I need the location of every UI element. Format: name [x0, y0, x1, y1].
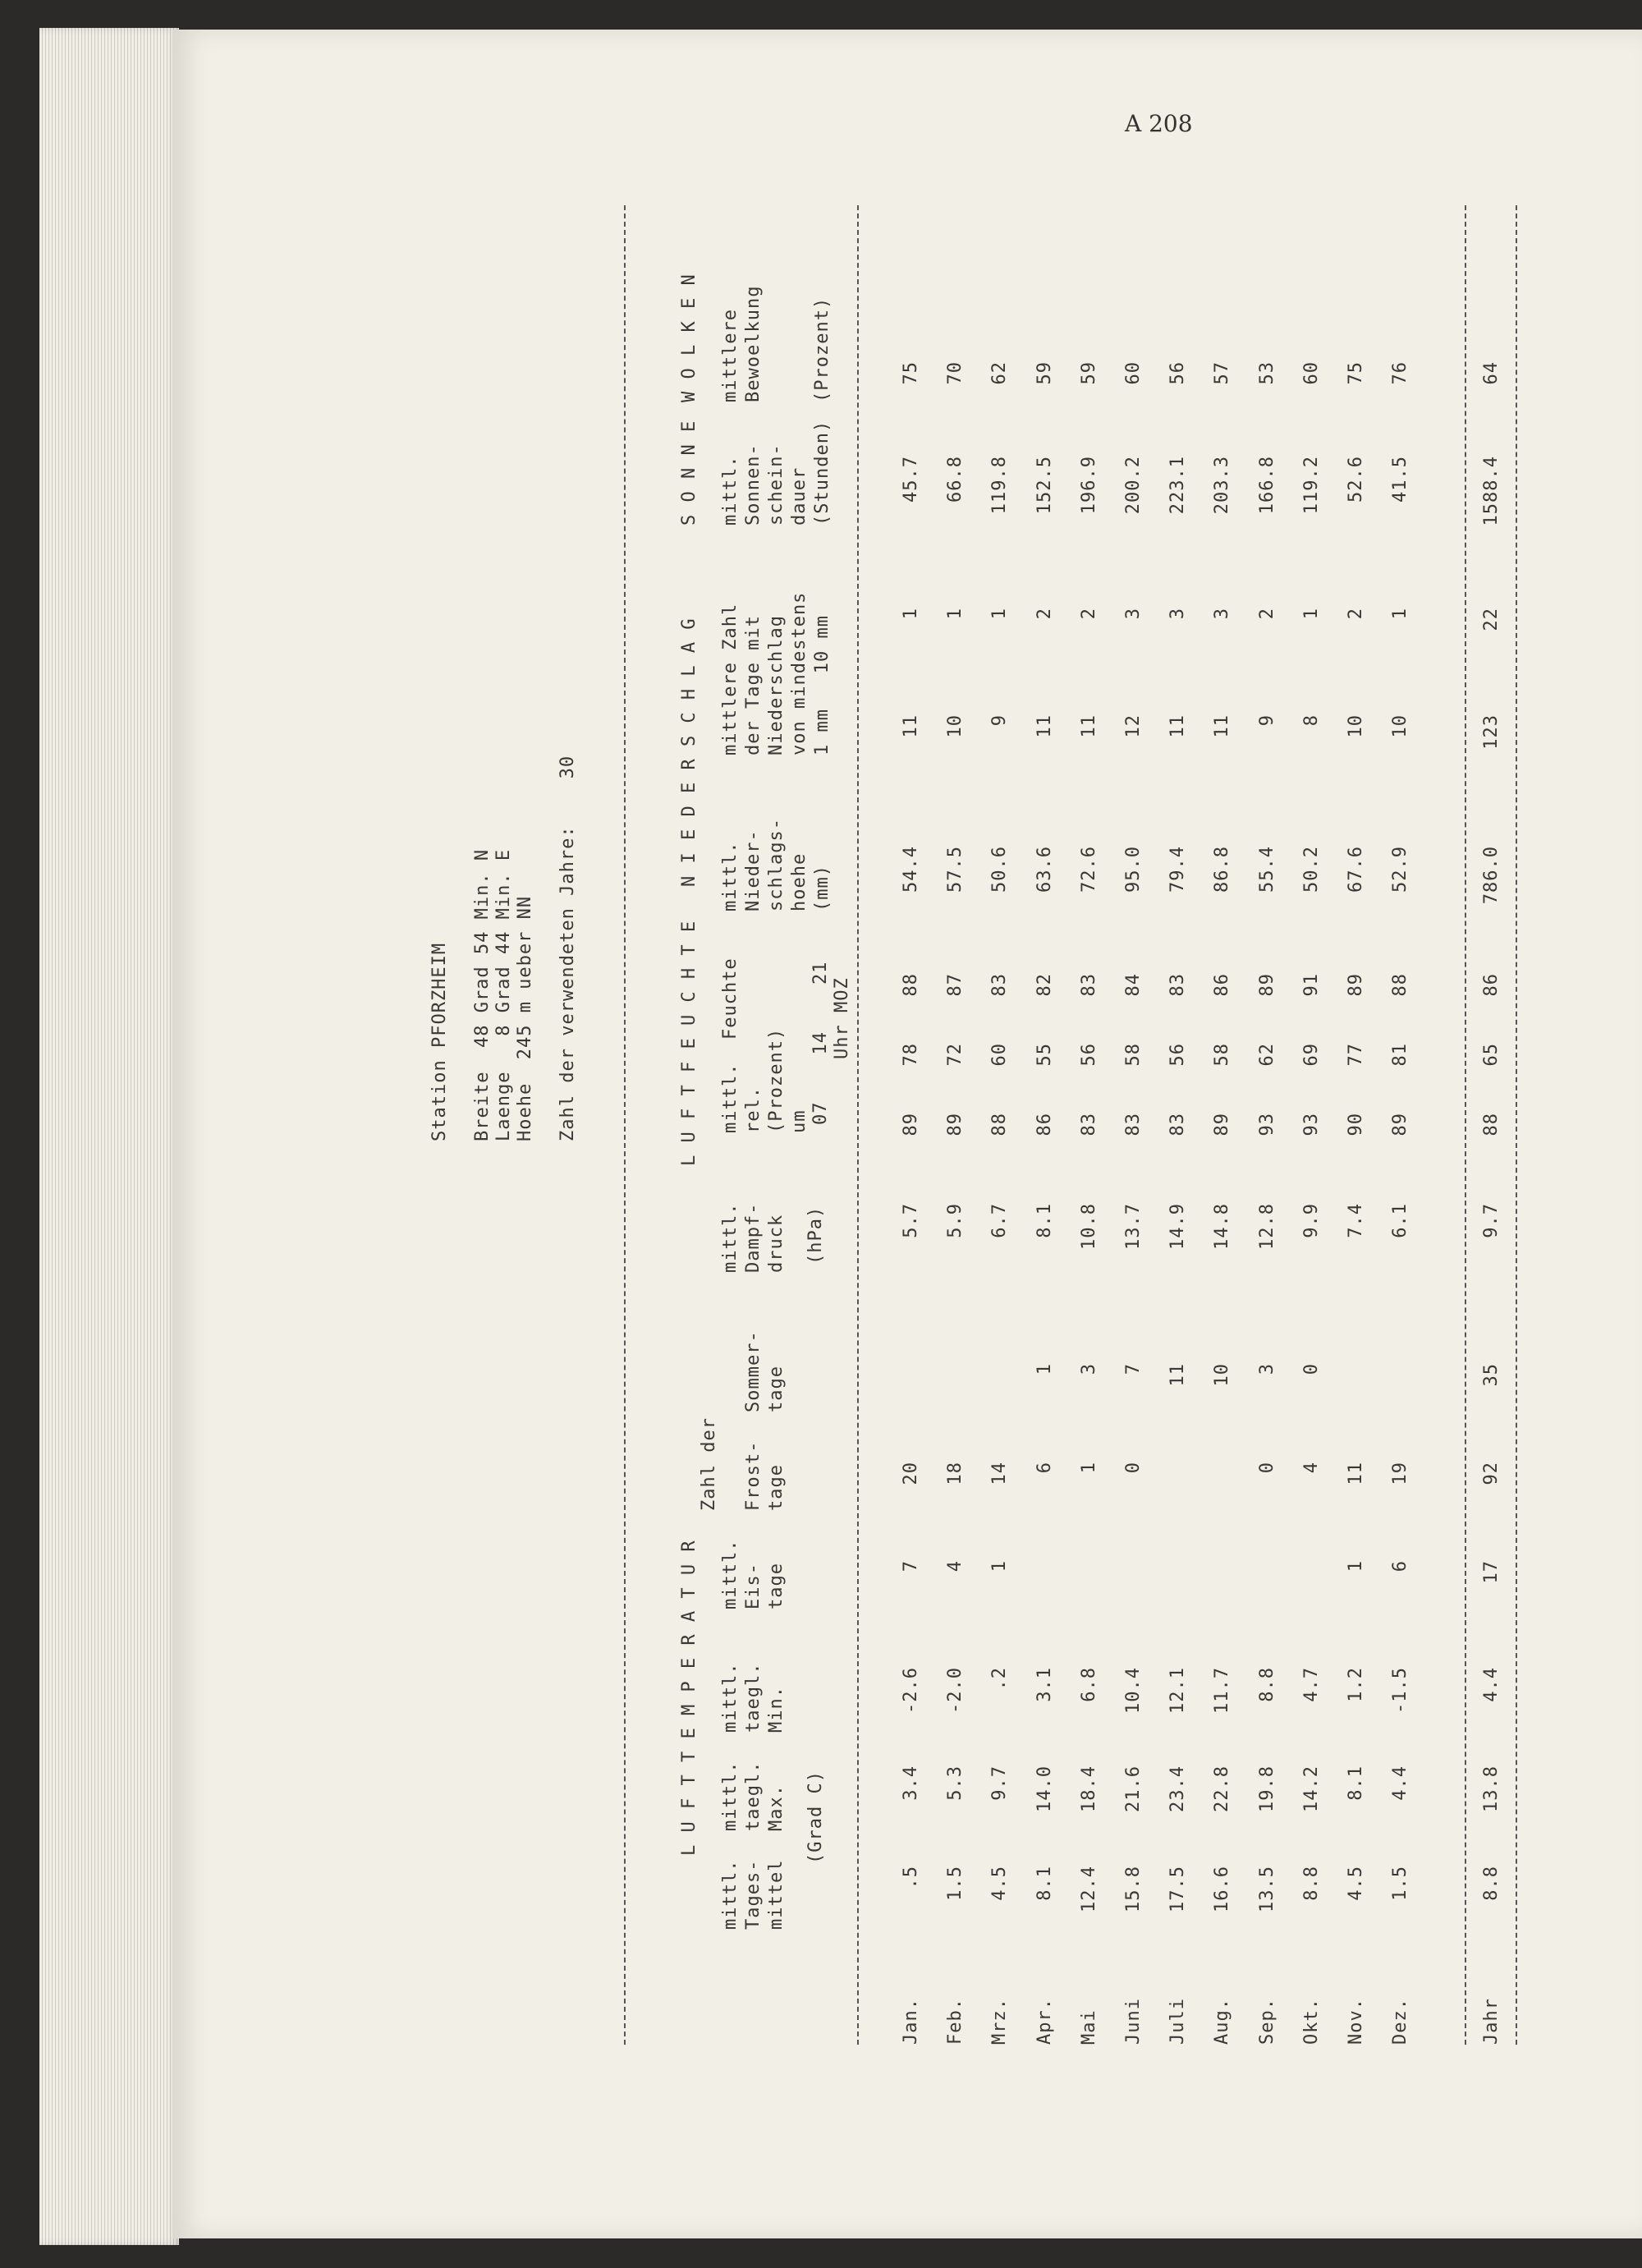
- cell-nied: 50.2: [1300, 846, 1322, 893]
- cell-f07: 93: [1300, 1113, 1322, 1136]
- cell-n1: 11: [1034, 714, 1055, 738]
- cell-wolken: 59: [1034, 361, 1055, 385]
- cell-f07: 89: [945, 1113, 966, 1136]
- cell-eis: 1: [1346, 1560, 1366, 1572]
- station-hoehe: Hoehe 245 m ueber NN: [515, 895, 535, 1141]
- cell-n1: 12: [1123, 714, 1144, 738]
- cell-f21: 89: [1346, 973, 1366, 997]
- cell-n1: 11: [1078, 714, 1099, 738]
- cell-tm: 16.6: [1212, 1866, 1233, 1912]
- cell-f21: 88: [901, 973, 921, 997]
- cell-f07: 88: [1481, 1113, 1502, 1136]
- cell-n10: 3: [1212, 608, 1233, 620]
- cell-dampf: 9.7: [1481, 1203, 1502, 1238]
- cell-nied: 67.6: [1346, 846, 1366, 893]
- cell-min: 11.7: [1212, 1667, 1233, 1714]
- cell-min: -1.5: [1390, 1667, 1411, 1714]
- cell-nied: 72.6: [1078, 846, 1099, 893]
- cell-n10: 1: [989, 608, 1011, 620]
- cell-n10: 3: [1123, 608, 1144, 620]
- cell-tm: 4.5: [989, 1866, 1011, 1901]
- cell-nied: 79.4: [1167, 846, 1189, 893]
- cell-n1: 123: [1481, 714, 1502, 750]
- header-sonnenschein: mittl. Sonnen- schein- dauer (Stunden): [720, 420, 832, 526]
- group-sonne: S O N N E: [679, 420, 699, 526]
- header-min: mittl. taegl. Min.: [720, 1662, 787, 1733]
- cell-month: Jahr: [1481, 1998, 1502, 2045]
- cell-f14: 81: [1390, 1043, 1411, 1067]
- cell-f14: 72: [945, 1043, 966, 1067]
- cell-nied: 50.6: [989, 846, 1011, 893]
- cell-f21: 91: [1300, 973, 1322, 997]
- cell-dampf: 12.8: [1256, 1203, 1277, 1250]
- cell-min: 6.8: [1078, 1667, 1099, 1702]
- cell-nied: 55.4: [1256, 846, 1277, 893]
- table-row: [1256, 172, 1279, 2077]
- table-row: [1078, 172, 1101, 2077]
- cell-min: 8.8: [1256, 1667, 1277, 1702]
- cell-f21: 83: [989, 973, 1011, 997]
- cell-f07: 93: [1256, 1113, 1277, 1136]
- cell-n10: 2: [1256, 608, 1277, 620]
- cell-month: Feb.: [945, 1998, 966, 2045]
- cell-frost: 4: [1300, 1462, 1322, 1474]
- group-wolken: W O L K E N: [679, 273, 699, 402]
- cell-tm: 15.8: [1123, 1866, 1144, 1912]
- station-laenge: Laenge 8 Grad 44 Min. E: [493, 848, 514, 1141]
- cell-frost: 20: [901, 1462, 921, 1485]
- cell-month: Nov.: [1346, 1998, 1366, 2045]
- cell-month: Sep.: [1256, 1998, 1277, 2045]
- cell-frost: 14: [989, 1462, 1011, 1485]
- cell-month: Juli: [1167, 1998, 1189, 2045]
- cell-frost: 1: [1078, 1462, 1099, 1474]
- cell-n10: 2: [1346, 608, 1366, 620]
- cell-max: 8.1: [1346, 1765, 1366, 1801]
- cell-tm: 12.4: [1078, 1866, 1099, 1912]
- group-feuchte: L U F T F E U C H T E: [679, 920, 699, 1166]
- cell-sommer: 3: [1078, 1363, 1099, 1375]
- cell-min: .2: [989, 1667, 1011, 1691]
- table-row: [1300, 172, 1323, 2077]
- cell-f21: 86: [1481, 973, 1502, 997]
- cell-wolken: 64: [1481, 361, 1502, 385]
- cell-sonne: 52.6: [1346, 456, 1366, 503]
- cell-max: 19.8: [1256, 1765, 1277, 1812]
- cell-sonne: 166.8: [1256, 456, 1277, 515]
- cell-tm: 17.5: [1167, 1866, 1189, 1912]
- cell-nied: 57.5: [945, 846, 966, 893]
- cell-dampf: 5.7: [901, 1203, 921, 1238]
- header-zeiten: 07 14 21: [810, 961, 831, 1125]
- page-number: A 208: [1125, 110, 1193, 137]
- group-temperatur: L U F T T E M P E R A T U R: [679, 1540, 699, 1856]
- cell-f21: 87: [945, 973, 966, 997]
- cell-n1: 11: [1212, 714, 1233, 738]
- cell-dampf: 6.1: [1390, 1203, 1411, 1238]
- cell-frost: 0: [1123, 1462, 1144, 1474]
- cell-n1: 10: [1390, 714, 1411, 738]
- cell-f14: 55: [1034, 1043, 1055, 1067]
- cell-n10: 2: [1078, 608, 1099, 620]
- cell-sommer: 0: [1300, 1363, 1322, 1375]
- cell-f07: 83: [1167, 1113, 1189, 1136]
- cell-tm: .5: [901, 1866, 921, 1889]
- cell-dampf: 8.1: [1034, 1203, 1055, 1238]
- header-einheit-hpa: (hPa): [805, 1205, 826, 1265]
- cell-f14: 65: [1481, 1043, 1502, 1067]
- cell-f14: 56: [1078, 1043, 1099, 1067]
- header-frosttage: Frost- tage: [743, 1440, 787, 1511]
- cell-sonne: 203.3: [1212, 456, 1233, 515]
- cell-n1: 11: [901, 714, 921, 738]
- cell-max: 13.8: [1481, 1765, 1502, 1812]
- cell-min: 4.4: [1481, 1667, 1502, 1702]
- cell-eis: 6: [1390, 1560, 1411, 1572]
- cell-dampf: 14.8: [1212, 1203, 1233, 1250]
- cell-month: Dez.: [1390, 1998, 1411, 2045]
- cell-f07: 88: [989, 1113, 1011, 1136]
- cell-n10: 3: [1167, 608, 1189, 620]
- cell-n10: 22: [1481, 608, 1502, 631]
- table-row: [1034, 172, 1057, 2077]
- cell-n1: 9: [989, 714, 1011, 727]
- cell-wolken: 70: [945, 361, 966, 385]
- cell-f21: 84: [1123, 973, 1144, 997]
- cell-f14: 62: [1256, 1043, 1277, 1067]
- cell-f21: 89: [1256, 973, 1277, 997]
- cell-min: -2.6: [901, 1667, 921, 1714]
- group-niederschlag: N I E D E R S C H L A G: [679, 618, 699, 887]
- cell-sonne: 196.9: [1078, 456, 1099, 515]
- cell-dampf: 13.7: [1123, 1203, 1144, 1250]
- cell-sommer: 1: [1034, 1363, 1055, 1375]
- header-eistage: mittl. Eis- tage: [720, 1539, 787, 1609]
- dash-line-before-year: [1465, 205, 1466, 2045]
- cell-wolken: 60: [1300, 361, 1322, 385]
- cell-sonne: 45.7: [901, 456, 921, 503]
- dash-line-header: [857, 205, 859, 2045]
- header-sommertage: Sommer- tage: [743, 1330, 787, 1412]
- cell-max: 3.4: [901, 1765, 921, 1801]
- header-uhr: Uhr MOZ: [832, 977, 852, 1059]
- cell-f21: 88: [1390, 973, 1411, 997]
- cell-eis: 17: [1481, 1560, 1502, 1584]
- cell-month: Aug.: [1212, 1998, 1233, 2045]
- cell-sonne: 200.2: [1123, 456, 1144, 515]
- cell-frost: 0: [1256, 1462, 1277, 1474]
- cell-sommer: 7: [1123, 1363, 1144, 1375]
- cell-f07: 83: [1123, 1113, 1144, 1136]
- cell-sonne: 119.2: [1300, 456, 1322, 515]
- cell-tm: 1.5: [1390, 1866, 1411, 1901]
- cell-tm: 13.5: [1256, 1866, 1277, 1912]
- cell-min: 12.1: [1167, 1667, 1189, 1714]
- cell-dampf: 5.9: [945, 1203, 966, 1238]
- cell-wolken: 75: [901, 361, 921, 385]
- cell-n10: 1: [901, 608, 921, 620]
- cell-tm: 4.5: [1346, 1866, 1366, 1901]
- table-row: [1167, 172, 1190, 2077]
- cell-min: 3.1: [1034, 1667, 1055, 1702]
- cell-f07: 89: [1212, 1113, 1233, 1136]
- cell-month: Jan.: [901, 1998, 921, 2045]
- cell-n10: 2: [1034, 608, 1055, 620]
- cell-n1: 10: [945, 714, 966, 738]
- cell-wolken: 56: [1167, 361, 1189, 385]
- cell-eis: 1: [989, 1560, 1011, 1572]
- table-row: [1389, 172, 1412, 2077]
- cell-dampf: 6.7: [989, 1203, 1011, 1238]
- dash-line-bottom: [1516, 205, 1517, 2045]
- cell-min: -2.0: [945, 1667, 966, 1714]
- cell-f14: 58: [1212, 1043, 1233, 1067]
- station-jahre: Zahl der verwendeten Jahre: 30: [557, 755, 578, 1141]
- climate-table: [427, 172, 1527, 2077]
- cell-dampf: 10.8: [1078, 1203, 1099, 1250]
- cell-n1: 10: [1346, 714, 1366, 738]
- cell-tm: 1.5: [945, 1866, 966, 1901]
- cell-sommer: 3: [1256, 1363, 1277, 1375]
- cell-f21: 86: [1212, 973, 1233, 997]
- cell-month: Mrz.: [989, 1998, 1011, 2045]
- table-row: [1211, 172, 1234, 2077]
- table-row: [944, 172, 967, 2077]
- cell-f07: 89: [901, 1113, 921, 1136]
- cell-frost: 18: [945, 1462, 966, 1485]
- cell-f07: 83: [1078, 1113, 1099, 1136]
- cell-wolken: 59: [1078, 361, 1099, 385]
- header-einheit-temp: (Grad C): [805, 1770, 826, 1864]
- cell-sonne: 66.8: [945, 456, 966, 503]
- cell-n1: 9: [1256, 714, 1277, 727]
- table-row: [900, 172, 923, 2077]
- cell-wolken: 76: [1390, 361, 1411, 385]
- cell-wolken: 60: [1123, 361, 1144, 385]
- cell-tm: 8.8: [1300, 1866, 1322, 1901]
- page-edges: [39, 28, 179, 2245]
- cell-max: 18.4: [1078, 1765, 1099, 1812]
- cell-frost: 6: [1034, 1462, 1055, 1474]
- cell-f07: 90: [1346, 1113, 1366, 1136]
- cell-dampf: 7.4: [1346, 1203, 1366, 1238]
- header-dampfdruck: mittl. Dampf- druck: [720, 1202, 787, 1273]
- cell-nied: 52.9: [1390, 846, 1411, 893]
- cell-sommer: 11: [1167, 1363, 1189, 1387]
- header-tagesmittel: mittl. Tages- mittel: [720, 1859, 787, 1930]
- cell-sommer: 10: [1212, 1363, 1233, 1387]
- cell-eis: 7: [901, 1560, 921, 1572]
- header-niederschlagstage: mittlere Zahl der Tage mit Niederschlag von mindestens 1 mm 10 mm: [720, 591, 832, 755]
- cell-sonne: 41.5: [1390, 456, 1411, 503]
- station-breite: Breite 48 Grad 54 Min. N: [472, 848, 493, 1141]
- cell-f14: 78: [901, 1043, 921, 1067]
- cell-sonne: 223.1: [1167, 456, 1189, 515]
- cell-max: 5.3: [945, 1765, 966, 1801]
- cell-month: Juni: [1123, 1998, 1144, 2045]
- cell-dampf: 9.9: [1300, 1203, 1322, 1238]
- table-row: [988, 172, 1011, 2077]
- cell-f14: 60: [989, 1043, 1011, 1067]
- cell-max: 22.8: [1212, 1765, 1233, 1812]
- header-niederschlagshoehe: mittl. Nieder- schlags- hoehe (mm): [720, 818, 832, 911]
- cell-f14: 69: [1300, 1043, 1322, 1067]
- cell-nied: 86.8: [1212, 846, 1233, 893]
- cell-wolken: 57: [1212, 361, 1233, 385]
- cell-max: 14.0: [1034, 1765, 1055, 1812]
- header-bewoelkung: mittlere Bewoelkung (Prozent): [720, 285, 832, 402]
- cell-tm: 8.1: [1034, 1866, 1055, 1901]
- cell-nied: 54.4: [901, 846, 921, 893]
- station-title: Station PFORZHEIM: [429, 942, 450, 1141]
- table-row-year: [1480, 172, 1503, 2077]
- cell-tm: 8.8: [1481, 1866, 1502, 1901]
- cell-f07: 86: [1034, 1113, 1055, 1136]
- cell-n10: 1: [1390, 608, 1411, 620]
- cell-max: 9.7: [989, 1765, 1011, 1801]
- cell-max: 14.2: [1300, 1765, 1322, 1812]
- cell-sommer: 35: [1481, 1363, 1502, 1387]
- cell-dampf: 14.9: [1167, 1203, 1189, 1250]
- cell-f14: 58: [1123, 1043, 1144, 1067]
- header-rel-feuchte: mittl. Feuchte rel. (Prozent) um: [720, 957, 810, 1133]
- cell-wolken: 53: [1256, 361, 1277, 385]
- cell-sonne: 119.8: [989, 456, 1011, 515]
- cell-min: 4.7: [1300, 1667, 1322, 1702]
- header-max: mittl. taegl. Max.: [720, 1761, 787, 1831]
- cell-month: Okt.: [1300, 1998, 1322, 2045]
- dash-line-top: [624, 205, 626, 2045]
- cell-f07: 89: [1390, 1113, 1411, 1136]
- cell-n10: 1: [945, 608, 966, 620]
- cell-f21: 83: [1167, 973, 1189, 997]
- header-zahl-der: Zahl der: [699, 1417, 719, 1511]
- cell-n1: 8: [1300, 714, 1322, 727]
- cell-wolken: 62: [989, 361, 1011, 385]
- cell-n10: 1: [1300, 608, 1322, 620]
- cell-n1: 11: [1167, 714, 1189, 738]
- table-row: [1345, 172, 1368, 2077]
- cell-sonne: 1588.4: [1481, 456, 1502, 526]
- table-row: [1122, 172, 1145, 2077]
- cell-nied: 786.0: [1481, 846, 1502, 905]
- cell-wolken: 75: [1346, 361, 1366, 385]
- cell-min: 10.4: [1123, 1667, 1144, 1714]
- cell-max: 4.4: [1390, 1765, 1411, 1801]
- cell-frost: 92: [1481, 1462, 1502, 1485]
- cell-f21: 82: [1034, 973, 1055, 997]
- cell-frost: 11: [1346, 1462, 1366, 1485]
- cell-f14: 56: [1167, 1043, 1189, 1067]
- cell-eis: 4: [945, 1560, 966, 1572]
- cell-sonne: 152.5: [1034, 456, 1055, 515]
- cell-max: 21.6: [1123, 1765, 1144, 1812]
- cell-month: Apr.: [1034, 1998, 1055, 2045]
- cell-month: Mai: [1078, 2009, 1099, 2045]
- cell-frost: 19: [1390, 1462, 1411, 1485]
- cell-f14: 77: [1346, 1043, 1366, 1067]
- cell-f21: 83: [1078, 973, 1099, 997]
- cell-nied: 95.0: [1123, 846, 1144, 893]
- cell-min: 1.2: [1346, 1667, 1366, 1702]
- cell-nied: 63.6: [1034, 846, 1055, 893]
- cell-max: 23.4: [1167, 1765, 1189, 1812]
